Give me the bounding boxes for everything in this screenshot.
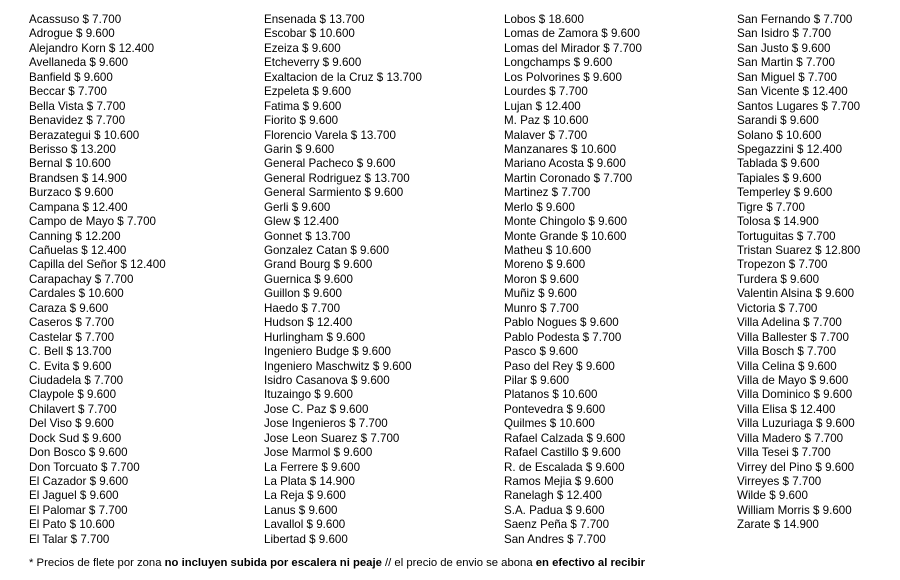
zone-price-item: C. Evita $ 9.600 [29,359,112,373]
zone-price-item: Jose Ingenieros $ 7.700 [264,417,388,431]
zone-price-item: Berisso $ 13.200 [29,142,117,156]
zone-price-item: San Fernando $ 7.700 [737,13,853,26]
zone-price-item: Paso del Rey $ 9.600 [504,359,615,373]
zone-price-item: San Justo $ 9.600 [737,41,831,55]
zone-price-item: S.A. Padua $ 9.600 [504,503,605,517]
zone-price-item: Villa Elisa $ 12.400 [737,402,836,416]
price-column-3 [504,13,642,547]
zone-price-item: Adrogue $ 9.600 [29,27,115,41]
zone-price-item: Longchamps $ 9.600 [504,56,613,70]
zone-price-item: Tolosa $ 14.900 [737,215,819,229]
zone-price-item: Villa Adelina $ 7.700 [737,316,842,330]
zone-price-item: Cañuelas $ 12.400 [29,244,127,257]
zone-price-item: Villa Luzuriaga $ 9.600 [737,417,855,431]
zone-price-item: Ingeniero Maschwitz $ 9.600 [264,359,412,373]
zone-price-item: Don Bosco $ 9.600 [29,446,128,460]
zone-price-item: El Talar $ 7.700 [29,532,110,546]
zone-price-item: Jose C. Paz $ 9.600 [264,402,369,416]
zone-price-item: Fiorito $ 9.600 [264,114,339,128]
zone-price-item: Florencio Varela $ 13.700 [264,128,396,142]
zone-price-item: Carapachay $ 7.700 [29,272,134,286]
zone-price-item: Lomas del Mirador $ 7.700 [504,41,642,55]
zone-price-item: Valentin Alsina $ 9.600 [737,287,855,301]
zone-price-item: Gonzalez Catan $ 9.600 [264,244,390,257]
zone-price-item: Matheu $ 10.600 [504,244,592,257]
zone-price-item: Campo de Mayo $ 7.700 [29,215,156,229]
zone-price-item: Martin Coronado $ 7.700 [504,171,633,185]
zone-price-item: Spegazzini $ 12.400 [737,142,843,156]
zone-price-item: Ranelagh $ 12.400 [504,489,602,503]
zone-price-item: Don Torcuato $ 7.700 [29,460,140,474]
zone-price-item: Solano $ 10.600 [737,128,822,142]
zone-price-item: San Martin $ 7.700 [737,56,835,70]
zone-price-item: El Cazador $ 9.600 [29,475,129,488]
zone-price-item: Tristan Suarez $ 12.800 [737,244,861,257]
zone-price-item: Ciudadela $ 7.700 [29,373,124,387]
zone-price-item: Martinez $ 7.700 [504,186,591,200]
footnote-text-1: * Precios de flete por zona [29,557,165,569]
zone-price-item: Pasco $ 9.600 [504,345,579,359]
zone-price-item: Merlo $ 9.600 [504,200,575,214]
zone-price-item: Gerli $ 9.600 [264,200,331,214]
zone-price-item: Ingeniero Budge $ 9.600 [264,345,391,359]
zone-price-item: Muñiz $ 9.600 [504,287,577,301]
zone-price-item: Ezpeleta $ 9.600 [264,85,352,99]
zone-price-item: M. Paz $ 10.600 [504,114,589,128]
price-column-2 [264,13,422,547]
zone-price-item: Burzaco $ 9.600 [29,186,114,200]
zone-price-item: La Plata $ 14.900 [264,475,355,488]
zone-price-item: Monte Chingolo $ 9.600 [504,215,628,229]
zone-price-item: San Isidro $ 7.700 [737,27,832,41]
zone-price-item: Exaltacion de la Cruz $ 13.700 [264,70,422,84]
footnote-bold-1: no incluyen subida por escalera ni peaje [164,557,382,569]
zone-price-item: Victoria $ 7.700 [737,301,818,315]
zone-price-item: Jose Marmol $ 9.600 [264,446,373,460]
zone-price-item: Lobos $ 18.600 [504,13,584,26]
zone-price-item: Bernal $ 10.600 [29,157,111,171]
zone-price-item: Rafael Castillo $ 9.600 [504,446,621,460]
zone-price-item: Caraza $ 9.600 [29,301,109,315]
zone-price-item: Hurlingham $ 9.600 [264,330,366,344]
zone-price-item: Berazategui $ 10.600 [29,128,140,142]
price-list [0,13,900,553]
zone-price-item: Lavallol $ 9.600 [264,518,346,532]
zone-price-item: Canning $ 12.200 [29,229,121,243]
zone-price-item: Castelar $ 7.700 [29,330,115,344]
footnote [29,557,645,569]
zone-price-item: Chilavert $ 7.700 [29,402,117,416]
zone-price-item: Los Polvorines $ 9.600 [504,70,622,84]
zone-price-item: Pablo Podesta $ 7.700 [504,330,622,344]
zone-price-item: Bella Vista $ 7.700 [29,99,126,113]
zone-price-item: R. de Escalada $ 9.600 [504,460,625,474]
zone-price-item: Gonnet $ 13.700 [264,229,351,243]
zone-price-item: El Jaguel $ 9.600 [29,489,119,503]
zone-price-item: Grand Bourg $ 9.600 [264,258,373,272]
zone-price-item: Ituzaingo $ 9.600 [264,388,353,402]
zone-price-item: Acassuso $ 7.700 [29,13,122,26]
zone-price-item: Isidro Casanova $ 9.600 [264,373,390,387]
zone-price-item: Villa Tesei $ 7.700 [737,446,831,460]
zone-price-item: Tropezon $ 7.700 [737,258,828,272]
zone-price-item: Escobar $ 10.600 [264,27,355,41]
zone-price-item: Sarandi $ 9.600 [737,114,819,128]
zone-price-item: Lujan $ 12.400 [504,99,581,113]
zone-price-item: Tortuguitas $ 7.700 [737,229,836,243]
zone-price-item: Del Viso $ 9.600 [29,417,114,431]
zone-price-item: Fatima $ 9.600 [264,99,342,113]
zone-price-item: Villa Madero $ 7.700 [737,431,844,445]
zone-price-item: Munro $ 7.700 [504,301,579,315]
zone-price-item: Villa Bosch $ 7.700 [737,345,837,359]
zone-price-item: Brandsen $ 14.900 [29,171,127,185]
zone-price-item: Tablada $ 9.600 [737,157,820,171]
zone-price-item: General Pacheco $ 9.600 [264,157,396,171]
zone-price-item: Claypole $ 9.600 [29,388,117,402]
zone-price-item: San Andres $ 7.700 [504,532,606,546]
price-column-1 [29,13,166,547]
zone-price-item: Rafael Calzada $ 9.600 [504,431,626,445]
zone-price-item: Manzanares $ 10.600 [504,142,617,156]
zone-price-item: El Palomar $ 7.700 [29,503,128,517]
zone-price-item: Haedo $ 7.700 [264,301,341,315]
zone-price-item: Moreno $ 9.600 [504,258,586,272]
zone-price-item: Etcheverry $ 9.600 [264,56,362,70]
zone-price-item: William Morris $ 9.600 [737,503,852,517]
zone-price-item: Beccar $ 7.700 [29,85,107,99]
zone-price-item: San Vicente $ 12.400 [737,85,848,99]
zone-price-item: Garin $ 9.600 [264,142,335,156]
zone-price-item: Cardales $ 10.600 [29,287,124,301]
zone-price-item: El Pato $ 10.600 [29,518,115,532]
zone-price-item: Banfield $ 9.600 [29,70,113,84]
zone-price-item: Lanus $ 9.600 [264,503,338,517]
zone-price-item: Hudson $ 12.400 [264,316,353,330]
footnote-bold-2: en efectivo al recibir [535,557,646,569]
zone-price-item: Pontevedra $ 9.600 [504,402,606,416]
zone-price-item: Caseros $ 7.700 [29,316,115,330]
zone-price-item: Libertad $ 9.600 [264,532,348,546]
zone-price-item: Glew $ 12.400 [264,215,339,229]
zone-price-item: C. Bell $ 13.700 [29,345,112,359]
zone-price-item: Villa de Mayo $ 9.600 [737,373,849,387]
zone-price-item: La Ferrere $ 9.600 [264,460,361,474]
zone-price-item: Ezeiza $ 9.600 [264,41,341,55]
zone-price-item: Pilar $ 9.600 [504,373,570,387]
zone-price-item: Villa Dominico $ 9.600 [737,388,853,402]
zone-price-item: Temperley $ 9.600 [737,186,833,200]
zone-price-item: Virrey del Pino $ 9.600 [737,460,855,474]
zone-price-item: General Sarmiento $ 9.600 [264,186,404,200]
zone-price-item: Malaver $ 7.700 [504,128,588,142]
zone-price-item: Tapiales $ 9.600 [737,171,822,185]
zone-price-item: Zarate $ 14.900 [737,518,819,532]
zone-price-item: Ramos Mejia $ 9.600 [504,475,614,488]
zone-price-item: Santos Lugares $ 7.700 [737,99,861,113]
zone-price-item: Villa Ballester $ 7.700 [737,330,849,344]
zone-price-item: Saenz Peña $ 7.700 [504,518,610,532]
zone-price-item: Ensenada $ 13.700 [264,13,365,26]
zone-price-item: Lomas de Zamora $ 9.600 [504,27,640,41]
zone-price-item: Campana $ 12.400 [29,200,128,214]
zone-price-item: Jose Leon Suarez $ 7.700 [264,431,400,445]
footnote-text-2: // el precio de envio se abona [381,557,536,569]
price-column-4 [737,13,860,533]
zone-price-item: Benavidez $ 7.700 [29,114,126,128]
zone-price-item: Wilde $ 9.600 [737,489,808,503]
zone-price-item: Monte Grande $ 10.600 [504,229,627,243]
zone-price-item: Villa Celina $ 9.600 [737,359,837,373]
zone-price-item: Virreyes $ 7.700 [737,475,822,488]
zone-price-item: Alejandro Korn $ 12.400 [29,41,155,55]
zone-price-item: Pablo Nogues $ 9.600 [504,316,619,330]
zone-price-item: San Miguel $ 7.700 [737,70,837,84]
zone-price-item: Dock Sud $ 9.600 [29,431,122,445]
zone-price-item: Tigre $ 7.700 [737,200,805,214]
zone-price-item: Capilla del Señor $ 12.400 [29,258,166,272]
zone-price-item: Guernica $ 9.600 [264,272,353,286]
zone-price-item: Platanos $ 10.600 [504,388,598,402]
zone-price-item: General Rodriguez $ 13.700 [264,171,410,185]
zone-price-item: La Reja $ 9.600 [264,489,346,503]
zone-price-item: Turdera $ 9.600 [737,272,820,286]
zone-price-item: Mariano Acosta $ 9.600 [504,157,626,171]
zone-price-item: Guillon $ 9.600 [264,287,342,301]
zone-price-item: Moron $ 9.600 [504,272,579,286]
zone-price-item: Quilmes $ 10.600 [504,417,595,431]
zone-price-item: Lourdes $ 7.700 [504,85,588,99]
zone-price-item: Avellaneda $ 9.600 [29,56,129,70]
